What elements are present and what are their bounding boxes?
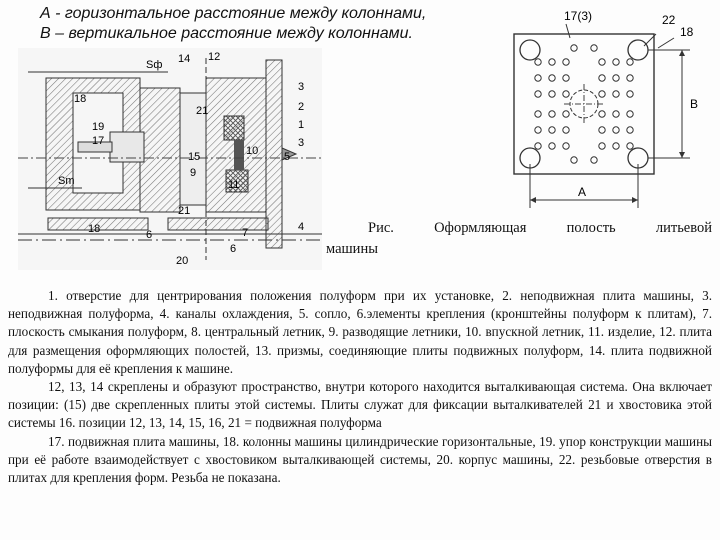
hole: [627, 75, 633, 81]
hole: [627, 143, 633, 149]
mold-label-11: 11: [228, 179, 240, 191]
mold-label-18: 18: [74, 93, 87, 105]
hole: [613, 143, 619, 149]
mold-label-6a: 6: [146, 229, 153, 241]
hole: [563, 143, 569, 149]
hole: [549, 111, 555, 117]
plate-label-top: 17(3): [564, 9, 593, 23]
heading-line-b: В – вертикальное расстояние между колоннами.: [40, 25, 413, 42]
caption-word-1: Рис.: [368, 220, 394, 236]
mold-label-9: 9: [190, 167, 197, 179]
hole: [613, 75, 619, 81]
hole: [599, 111, 605, 117]
heading-line-a: А - горизонтальное расстояние между колоннами,: [40, 5, 427, 22]
plate-label-b: B: [690, 97, 699, 111]
hole: [627, 111, 633, 117]
hole: [549, 127, 555, 133]
hole: [613, 127, 619, 133]
hole: [549, 91, 555, 97]
hole: [627, 91, 633, 97]
hole: [535, 111, 541, 117]
hole: [627, 59, 633, 65]
hole: [563, 91, 569, 97]
mold-label-21a: 21: [196, 105, 209, 117]
hole: [591, 157, 597, 163]
hole: [571, 157, 577, 163]
hole: [563, 59, 569, 65]
hole: [535, 143, 541, 149]
hole: [627, 127, 633, 133]
hole: [613, 59, 619, 65]
mold-section-drawing: [18, 48, 322, 270]
hole: [549, 75, 555, 81]
hole: [599, 59, 605, 65]
hole: [563, 111, 569, 117]
mold-label-1: 1: [298, 119, 305, 131]
mold-label-20: 20: [176, 255, 189, 267]
mold-label-15: 15: [188, 151, 201, 163]
hole: [563, 127, 569, 133]
plate-label-22: 22: [662, 13, 676, 27]
paragraph: 17. подвижная плита машины, 18. колонны машины цилиндрические горизонтальные, 19. упор конструкции машины при её работе взаимодействует с хвостовиком выталкивающей системы, 20. корпус машины, 22. резьбовые отверстия в плитах для крепления форм. Резьба не показана.: [8, 433, 712, 486]
caption-line-2: машины: [326, 241, 378, 257]
hole: [599, 91, 605, 97]
mold-label-2: 2: [298, 101, 305, 113]
hole: [599, 127, 605, 133]
mold-label-5: 5: [284, 151, 291, 163]
mold-label-18b: 18: [88, 223, 101, 235]
mold-label-sf: Sф: [146, 59, 163, 71]
mold-label-6b: 6: [230, 243, 237, 255]
hole: [599, 75, 605, 81]
mold-label-19: 19: [92, 121, 105, 133]
paragraph: 12, 13, 14 скреплены и образуют пространство, внутри которого находится выталкивающая система. Она включает позиции: (15) две скрепленных плиты этой системы. Плиты служат для фиксации выталкивателей 21 и хвостовика этой системы 16. позиции 12, 13, 14, 15, 16, 21 = подвижная полуформа: [8, 379, 712, 431]
hole: [613, 91, 619, 97]
hole: [563, 75, 569, 81]
hole: [535, 75, 541, 81]
caption-word-2: Оформляющая: [434, 220, 527, 236]
hole: [535, 91, 541, 97]
mold-label-10: 10: [246, 145, 259, 157]
mold-body: [18, 58, 322, 260]
body-text: [8, 287, 712, 487]
hole: [549, 143, 555, 149]
plate-label-a: A: [578, 185, 587, 199]
mold-label-17: 17: [92, 135, 105, 147]
hole: [535, 59, 541, 65]
hole: [571, 45, 577, 51]
mold-label-7: 7: [242, 227, 249, 239]
hole: [613, 111, 619, 117]
hole: [535, 127, 541, 133]
machine-plate-drawing: [506, 4, 712, 212]
hole: [591, 45, 597, 51]
mold-label-12: 12: [208, 51, 221, 63]
figure-caption: [326, 218, 712, 260]
hole: [549, 59, 555, 65]
mold-label-3b: 3: [298, 137, 305, 149]
mold-label-sm: Sm: [58, 175, 75, 187]
heading: [40, 4, 510, 44]
mold-label-4: 4: [298, 221, 305, 233]
caption-word-4: литьевой: [655, 220, 712, 236]
mold-label-3a: 3: [298, 81, 305, 93]
hole: [599, 143, 605, 149]
mold-label-21b: 21: [178, 205, 191, 217]
paragraph: 1. отверстие для центрирования положения полуформ при их установке, 2. неподвижная плита машины, 3. неподвижная полуформа, 4. каналы охлаждения, 5. сопло, 6.элементы крепления (кронштейны полуформ к плитам), 7. плоскость смыкания полуформ, 8. центральный летник, 9. разводящие летники, 10. впускной летник, 11. изделие, 12. плита для размещения оформляющих полостей, 13. призмы, соединяющие плиты подвижных полуформ, 14. плита подвижной полуформы для её крепления к машине.: [8, 288, 712, 376]
mold-label-14: 14: [178, 53, 191, 65]
caption-word-3: полость: [566, 220, 616, 236]
plate-label-18: 18: [680, 25, 694, 39]
